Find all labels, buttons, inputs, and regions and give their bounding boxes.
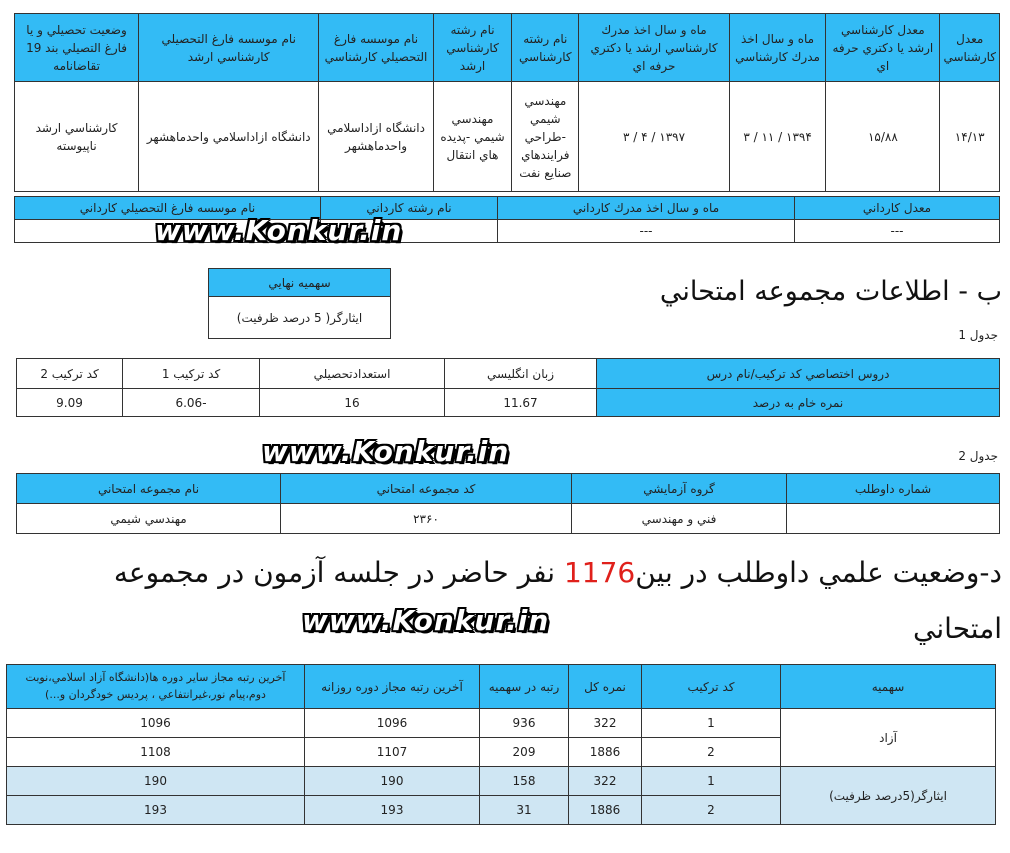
final-quota-table [208,268,391,339]
candidate-number [787,504,1000,534]
other-rank: 1096 [7,709,305,738]
header-candidate-number: شماره داوطلب [787,474,1000,504]
group-name: مهندسي شيمي [17,504,281,534]
quota-rank: 936 [480,709,569,738]
group-code: ۲۳۶۰ [281,504,572,534]
header-associate-field: نام رشته كارداني [321,197,498,220]
day-rank: 190 [305,767,480,796]
watermark: www.Konkur.in [302,604,550,637]
header-group-name: نام مجموعه امتحاني [17,474,281,504]
quota-rank: 158 [480,767,569,796]
combo-code: 2 [642,796,781,825]
header-master-date: ماه و سال اخذ مدرك كارشناسي ارشد يا دكتري حرفه اي [579,14,730,82]
score-combo2: 9.09 [17,389,123,417]
header-bachelor-gpa: معدل كارشناسي [940,14,1000,82]
score-english: 11.67 [445,389,597,417]
total-score: 1886 [569,738,642,767]
header-group-code: كد مجموعه امتحاني [281,474,572,504]
participant-count: 1176 [563,556,636,589]
master-gpa: ۱۵/۸۸ [826,82,940,192]
section-d-title-after: نفر حاضر در جلسه آزمون در مجموعه [113,556,564,589]
bachelor-gpa: ۱۴/۱۳ [940,82,1000,192]
table2-caption: جدول 2 [958,449,998,463]
header-master-gpa: معدل كارشناسي ارشد يا دكتري حرفه اي [826,14,940,82]
bachelor-institute: دانشگاه ازاداسلامي واحدماهشهر [319,82,433,192]
total-score: 1886 [569,796,642,825]
header-master-field: نام رشته كارشناسي ارشد [433,14,512,82]
header-bachelor-date: ماه و سال اخذ مدرك كارشناسي [729,14,825,82]
section-d-title [114,556,1002,589]
header-quota: سهميه [781,665,996,709]
other-rank: 193 [7,796,305,825]
associate-gpa: --- [795,220,1000,243]
header-day-rank: آخرين رتبه مجاز دوره روزانه [305,665,480,709]
total-score: 322 [569,709,642,738]
lessons-header: دروس اختصاصي كد تركيب/نام درس [597,359,1000,389]
raw-score-table [16,358,1000,417]
col-combo1: كد تركيب 1 [123,359,260,389]
score-aptitude: 16 [260,389,445,417]
section-d-title-line2: امتحاني [913,612,1002,645]
header-associate-gpa: معدل كارداني [795,197,1000,220]
watermark: www.Konkur.in [262,435,510,468]
bachelor-field: مهندسي شيمي -طراحي فرايندهاي صنايع نفت [512,82,579,192]
combo-code: 2 [642,738,781,767]
exam-group-table [16,473,1000,534]
degree-table [14,13,1000,192]
header-bachelor-institute: نام موسسه فارغ التحصيلي كارشناسي [319,14,433,82]
header-master-institute: نام موسسه فارغ التحصيلي كارشناسي ارشد [139,14,319,82]
final-quota-header: سهميه نهايي [209,269,391,297]
score-combo1: -6.06 [123,389,260,417]
header-quota-rank: رتبه در سهميه [480,665,569,709]
rank-table [6,664,996,825]
education-status: كارشناسي ارشد ناپيوسته [15,82,139,192]
watermark: www.Konkur.in [155,214,403,247]
header-bachelor-field: نام رشته كارشناسي [512,14,579,82]
quota-isargar: ايثارگر(5درصد ظرفيت) [781,767,996,825]
combo-code: 1 [642,709,781,738]
test-group: فني و مهندسي [572,504,787,534]
table1-caption: جدول 1 [958,328,998,342]
quota-rank: 31 [480,796,569,825]
day-rank: 1107 [305,738,480,767]
final-quota-value: ايثارگر( 5 درصد ظرفيت) [209,297,391,339]
col-aptitude: استعدادتحصيلي [260,359,445,389]
master-date: ۱۳۹۷ / ۴ / ۳ [579,82,730,192]
col-english: زبان انگليسي [445,359,597,389]
total-score: 322 [569,767,642,796]
section-d-title-before: د-وضعيت علمي داوطلب در بين [635,556,1002,589]
raw-score-label: نمره خام به درصد [597,389,1000,417]
bachelor-date: ۱۳۹۴ / ۱۱ / ۳ [729,82,825,192]
header-status: وضعيت تحصيلي و يا فارغ التصيلي بند 19 تقاضانامه [15,14,139,82]
header-other-rank: آخرين رتبه مجاز ساير دوره ها(دانشگاه آزاد اسلامي،نوبت دوم،پيام نور،غيرانتفاعي ، پرديس خودگردان و...) [7,665,305,709]
col-combo2: كد تركيب 2 [17,359,123,389]
header-total-score: نمره كل [569,665,642,709]
section-b-title: ب - اطلاعات مجموعه امتحاني [659,276,1002,307]
master-institute: دانشگاه ازاداسلامي واحدماهشهر [139,82,319,192]
header-test-group: گروه آزمايشي [572,474,787,504]
day-rank: 1096 [305,709,480,738]
associate-date: --- [498,220,795,243]
quota-rank: 209 [480,738,569,767]
combo-code: 1 [642,767,781,796]
header-associate-institute: نام موسسه فارغ التحصيلي كارداني [15,197,321,220]
header-combo-code: كد تركيب [642,665,781,709]
header-associate-date: ماه و سال اخذ مدرك كارداني [498,197,795,220]
other-rank: 1108 [7,738,305,767]
other-rank: 190 [7,767,305,796]
master-field: مهندسي شيمي -پديده هاي انتقال [433,82,512,192]
day-rank: 193 [305,796,480,825]
quota-free: آزاد [781,709,996,767]
